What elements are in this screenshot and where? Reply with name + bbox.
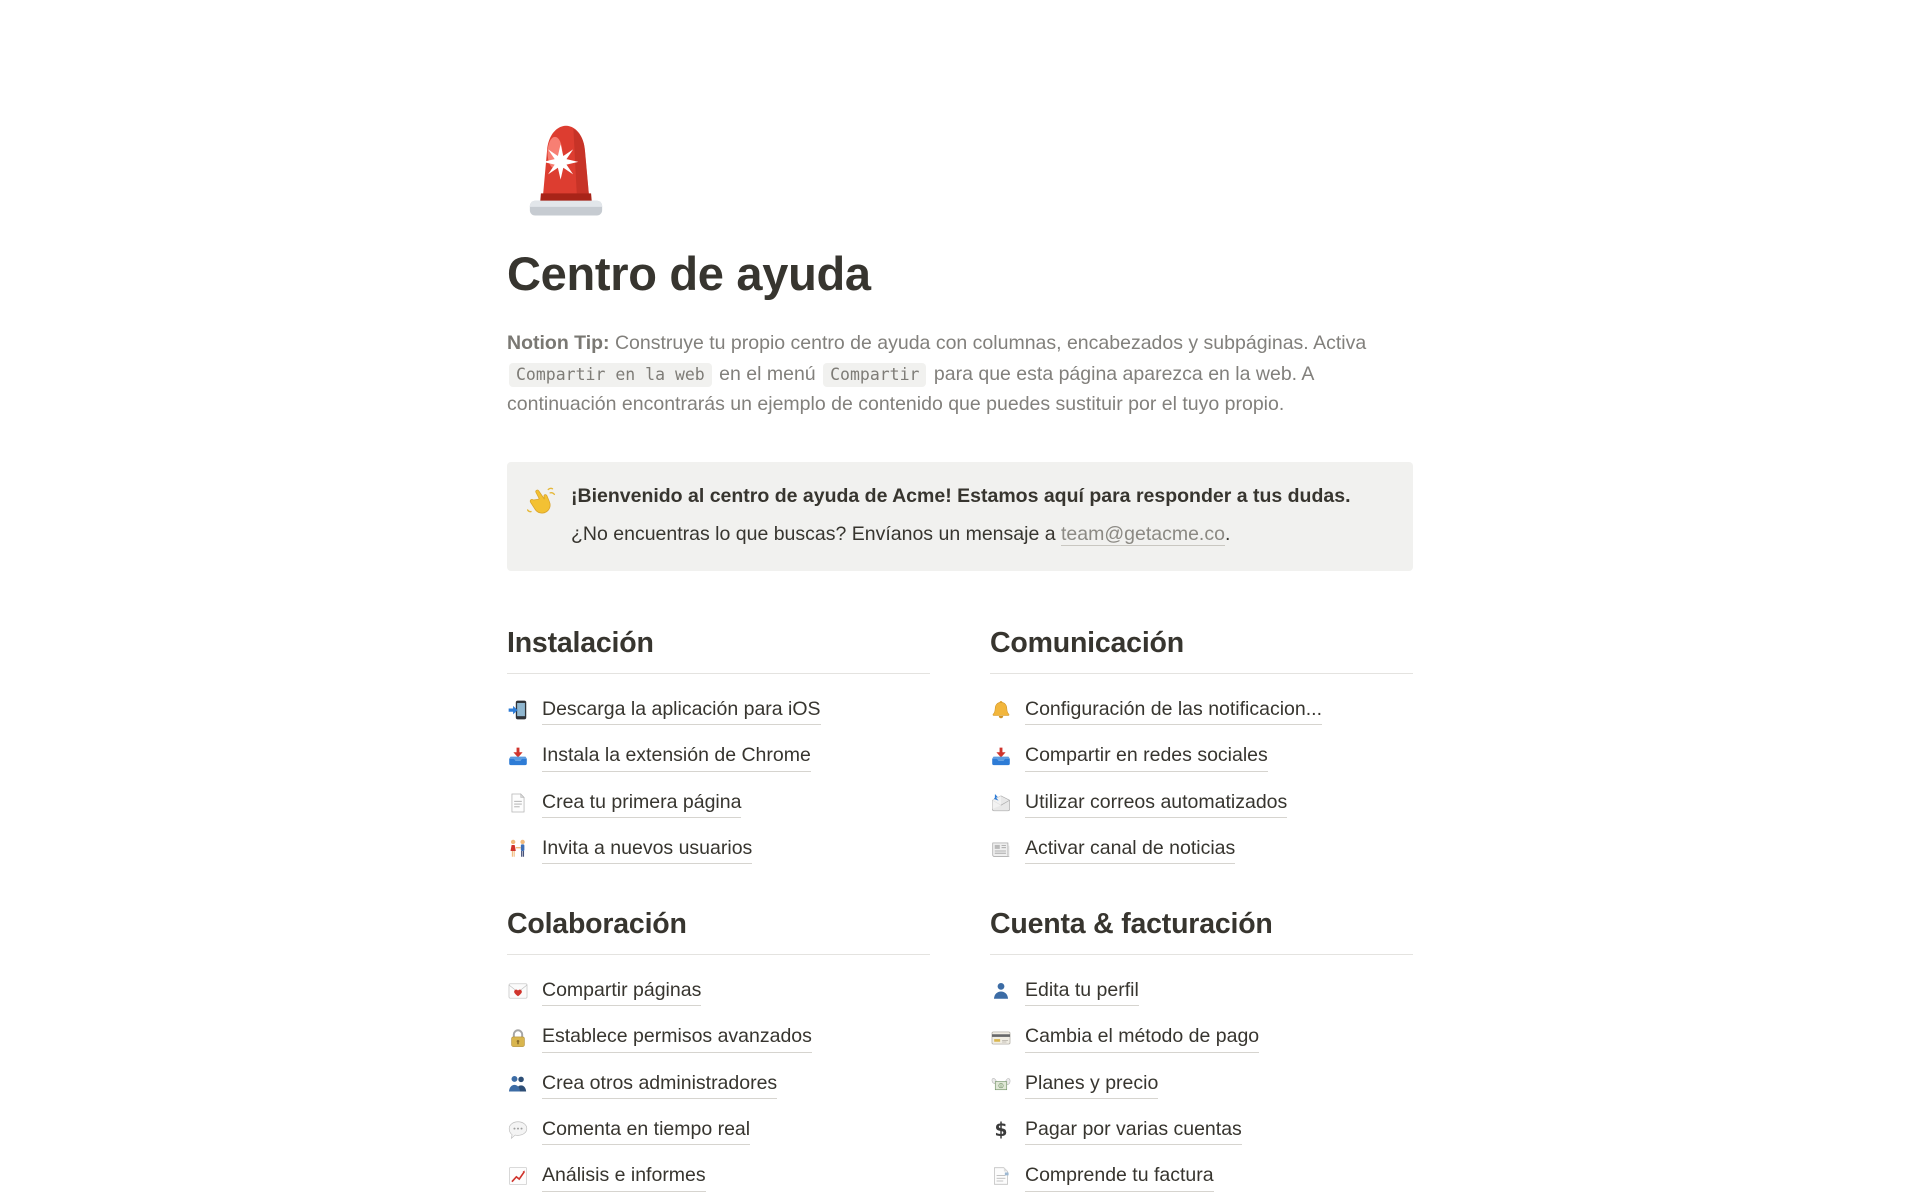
sections-grid xyxy=(507,627,1413,1199)
callout-body xyxy=(571,482,1351,550)
callout-period: . xyxy=(1224,522,1231,545)
inbox-tray-icon xyxy=(507,746,529,768)
page-link[interactable]: Análisis e informes xyxy=(542,1161,706,1191)
page-icon xyxy=(507,792,529,814)
list-item xyxy=(507,1107,930,1153)
newspaper-icon xyxy=(990,838,1012,860)
credit-card-icon xyxy=(990,1027,1012,1049)
chart-up-icon xyxy=(507,1165,529,1187)
bust-icon xyxy=(990,980,1012,1002)
list-item xyxy=(990,968,1413,1014)
tip-text-1: Construye tu propio centro de ayuda con columnas, encabezados y subpáginas. Activa xyxy=(614,332,1367,355)
notion-tip xyxy=(507,328,1413,419)
list-item xyxy=(990,1107,1413,1153)
man-woman-icon xyxy=(507,838,529,860)
list-item xyxy=(990,826,1413,872)
welcome-callout xyxy=(507,462,1413,572)
page-link[interactable]: Activar canal de noticias xyxy=(1025,834,1235,864)
section-colaboraci-n xyxy=(507,908,930,1199)
page-link[interactable]: Descarga la aplicación para iOS xyxy=(542,695,821,725)
page-link[interactable]: Edita tu perfil xyxy=(1025,976,1139,1006)
callout-question xyxy=(571,520,1351,549)
section-title: Comunicación xyxy=(990,627,1413,674)
link-list xyxy=(507,968,930,1199)
page-link[interactable]: Comprende tu factura xyxy=(1025,1161,1214,1191)
list-item xyxy=(507,826,930,872)
callout-headline: ¡Bienvenido al centro de ayuda de Acme! Estamos aquí para responder a tus dudas. xyxy=(571,484,1351,507)
list-item xyxy=(507,1014,930,1060)
section-cuenta-facturaci-n xyxy=(990,908,1413,1199)
section-title: Instalación xyxy=(507,627,930,674)
section-comunicaci-n xyxy=(990,627,1413,872)
list-item xyxy=(507,1061,930,1107)
mobile-phone-arrow-icon xyxy=(507,699,529,721)
list-item xyxy=(990,1153,1413,1199)
page-link[interactable]: Pagar por varias cuentas xyxy=(1025,1115,1242,1145)
code-chip-compartir-en-la-web: Compartir en la web xyxy=(509,363,712,387)
page-link[interactable]: Configuración de las notificacion... xyxy=(1025,695,1322,725)
tip-text-3: para que esta página aparezca en la web. A continuación encontrarás un ejemplo de contenido que puedes sustituir por el tuyo propio. xyxy=(507,362,1314,416)
list-item xyxy=(990,780,1413,826)
lock-icon xyxy=(507,1027,529,1049)
page-title: Centro de ayuda xyxy=(507,247,871,300)
page-link[interactable]: Compartir páginas xyxy=(542,976,701,1006)
page-link[interactable]: Cambia el método de pago xyxy=(1025,1022,1259,1052)
page-link[interactable]: Instala la extensión de Chrome xyxy=(542,741,811,771)
link-list xyxy=(990,687,1413,872)
busts-icon xyxy=(507,1073,529,1095)
page-link[interactable]: Crea otros administradores xyxy=(542,1069,777,1099)
page-link[interactable]: Utilizar correos automatizados xyxy=(1025,788,1287,818)
inbox-tray-icon xyxy=(990,746,1012,768)
section-instalaci-n xyxy=(507,627,930,872)
tip-text-2: en el menú xyxy=(719,362,816,385)
page-link[interactable]: Planes y precio xyxy=(1025,1069,1158,1099)
bell-icon xyxy=(990,699,1012,721)
list-item xyxy=(990,1014,1413,1060)
svg-text:$: $ xyxy=(994,1120,1008,1142)
list-item xyxy=(507,968,930,1014)
list-item xyxy=(507,687,930,733)
section-title: Cuenta & facturación xyxy=(990,908,1413,955)
tip-label: Notion Tip: xyxy=(507,332,610,355)
page-link[interactable]: Establece permisos avanzados xyxy=(542,1022,812,1052)
bookmark-tabs-icon xyxy=(990,1165,1012,1187)
list-item xyxy=(990,1061,1413,1107)
siren-icon[interactable] xyxy=(507,110,625,230)
list-item xyxy=(507,780,930,826)
list-item xyxy=(507,1153,930,1199)
page-link[interactable]: Compartir en redes sociales xyxy=(1025,741,1268,771)
link-list xyxy=(507,687,930,872)
page-link[interactable]: Comenta en tiempo real xyxy=(542,1115,750,1145)
email-link[interactable]: team@getacme.co xyxy=(1060,522,1225,545)
dollar-sign-icon xyxy=(990,1119,1012,1141)
list-item xyxy=(990,733,1413,779)
page-link[interactable]: Invita a nuevos usuarios xyxy=(542,834,752,864)
page-content xyxy=(507,0,1413,1199)
waving-hand-icon xyxy=(527,486,557,516)
section-title: Colaboración xyxy=(507,908,930,955)
callout-question-text: ¿No encuentras lo que buscas? Envíanos un mensaje a xyxy=(571,522,1056,545)
page-link[interactable]: Crea tu primera página xyxy=(542,788,741,818)
speech-balloon-icon xyxy=(507,1119,529,1141)
list-item xyxy=(990,687,1413,733)
code-chip-compartir: Compartir xyxy=(823,363,926,387)
love-letter-icon xyxy=(507,980,529,1002)
money-wings-icon xyxy=(990,1073,1012,1095)
link-list xyxy=(990,968,1413,1199)
incoming-envelope-icon xyxy=(990,792,1012,814)
list-item xyxy=(507,733,930,779)
